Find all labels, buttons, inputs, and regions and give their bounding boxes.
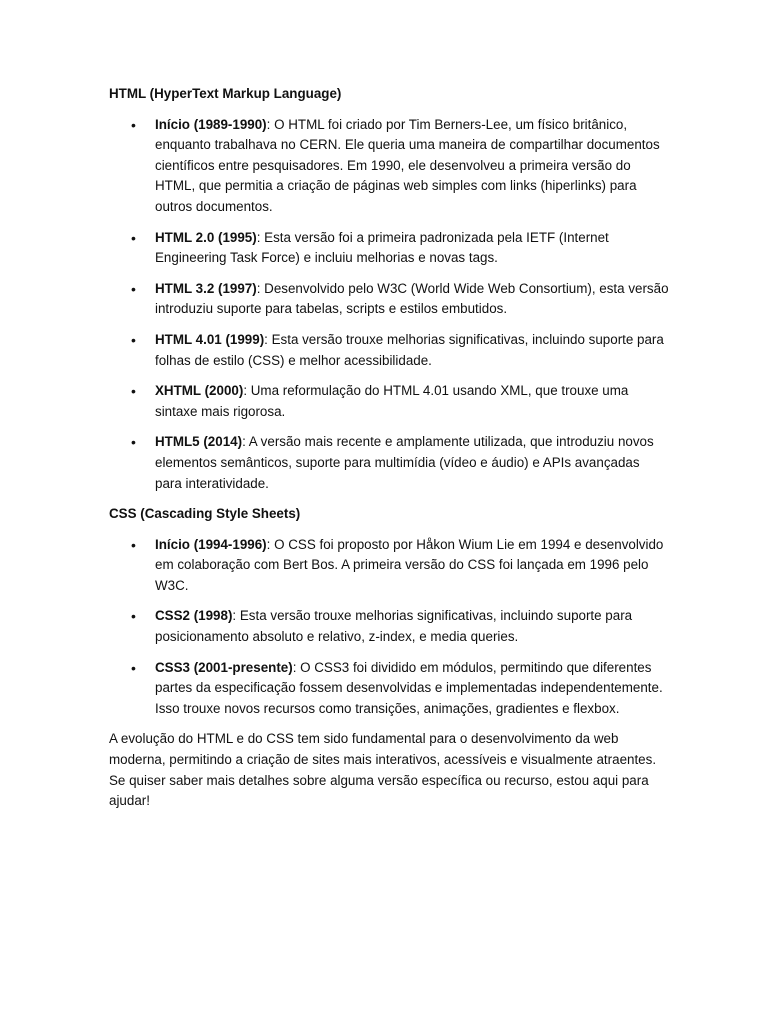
- bullet-icon: •: [131, 331, 136, 348]
- item-heading: HTML 3.2 (1997): [155, 280, 257, 296]
- list-item: [109, 658, 669, 720]
- document-page: [109, 84, 669, 812]
- section-html: [109, 84, 669, 494]
- list-item: [109, 279, 669, 320]
- list-item: [109, 115, 669, 218]
- item-text: : A versão mais recente e amplamente utilizada, que introduziu novos elementos semânticos, suporte para multimídia (vídeo e áudio) e APIs avançadas para interatividade.: [155, 434, 654, 491]
- html-version-list: [109, 115, 669, 495]
- item-text: : Uma reformulação do HTML 4.01 usando XML, que trouxe uma sintaxe mais rigorosa.: [155, 383, 629, 419]
- item-text: : O CSS foi proposto por Håkon Wium Lie em 1994 e desenvolvido em colaboração com Bert Bos. A primeira versão do CSS foi lançada em 1996 pelo W3C.: [155, 536, 664, 593]
- item-text: : Esta versão foi a primeira padronizada pela IETF (Internet Engineering Task Force) e incluiu melhorias e novas tags.: [155, 229, 609, 266]
- item-text: : Esta versão trouxe melhorias significativas, incluindo suporte para folhas de estilo (CSS) e melhor acessibilidade.: [155, 331, 664, 368]
- item-text: : O HTML foi criado por Tim Berners-Lee, um físico britânico, enquanto trabalhava no CERN. Ele queria uma maneira de compartilhar documentos científicos entre pesquisadores. Em 1990, ele desenvolveu a primeira versão do HTML, que permitia a criação de páginas web simples com links (hiperlinks) para outros documentos.: [155, 116, 660, 214]
- item-text: : O CSS3 foi dividido em módulos, permitindo que diferentes partes da especificação fossem desenvolvidas e implementadas independentemente. Isso trouxe novos recursos como transições, animações, gradientes e flexbox.: [155, 659, 663, 716]
- item-heading: HTML5 (2014): [155, 434, 243, 450]
- list-item: [109, 381, 669, 422]
- item-heading: Início (1989-1990): [155, 116, 267, 132]
- bullet-icon: •: [131, 280, 136, 297]
- bullet-icon: •: [131, 608, 136, 625]
- item-text: : Desenvolvido pelo W3C (World Wide Web Consortium), esta versão introduziu suporte para tabelas, scripts e estilos embutidos.: [155, 280, 669, 317]
- section-title-html: HTML (HyperText Markup Language): [109, 86, 342, 101]
- bullet-icon: •: [131, 659, 136, 676]
- css-version-list: [109, 535, 669, 720]
- section-css: [109, 504, 669, 719]
- list-item: [109, 432, 669, 494]
- item-heading: CSS3 (2001-presente): [155, 659, 293, 675]
- conclusion-paragraph: A evolução do HTML e do CSS tem sido fundamental para o desenvolvimento da web moderna, permitindo a criação de sites mais interativos, acessíveis e visualmente atraentes. Se quiser saber mais detalhes sobre alguma versão específica ou recurso, estou aqui para ajudar!: [109, 731, 657, 809]
- section-title-css: CSS (Cascading Style Sheets): [109, 506, 301, 522]
- bullet-icon: •: [131, 383, 136, 400]
- list-item: [109, 330, 669, 371]
- bullet-icon: •: [131, 229, 136, 246]
- item-heading: XHTML (2000): [155, 383, 244, 399]
- bullet-icon: •: [131, 536, 136, 553]
- item-heading: HTML 2.0 (1995): [155, 229, 257, 245]
- item-heading: CSS2 (1998): [155, 608, 233, 624]
- bullet-icon: •: [131, 434, 136, 451]
- bullet-icon: •: [131, 116, 136, 133]
- item-text: : Esta versão trouxe melhorias significativas, incluindo suporte para posicionamento absoluto e relativo, z-index, e media queries.: [155, 608, 633, 645]
- item-heading: HTML 4.01 (1999): [155, 331, 265, 347]
- list-item: [109, 535, 669, 597]
- item-heading: Início (1994-1996): [155, 536, 267, 552]
- list-item: [109, 606, 669, 647]
- list-item: [109, 228, 669, 269]
